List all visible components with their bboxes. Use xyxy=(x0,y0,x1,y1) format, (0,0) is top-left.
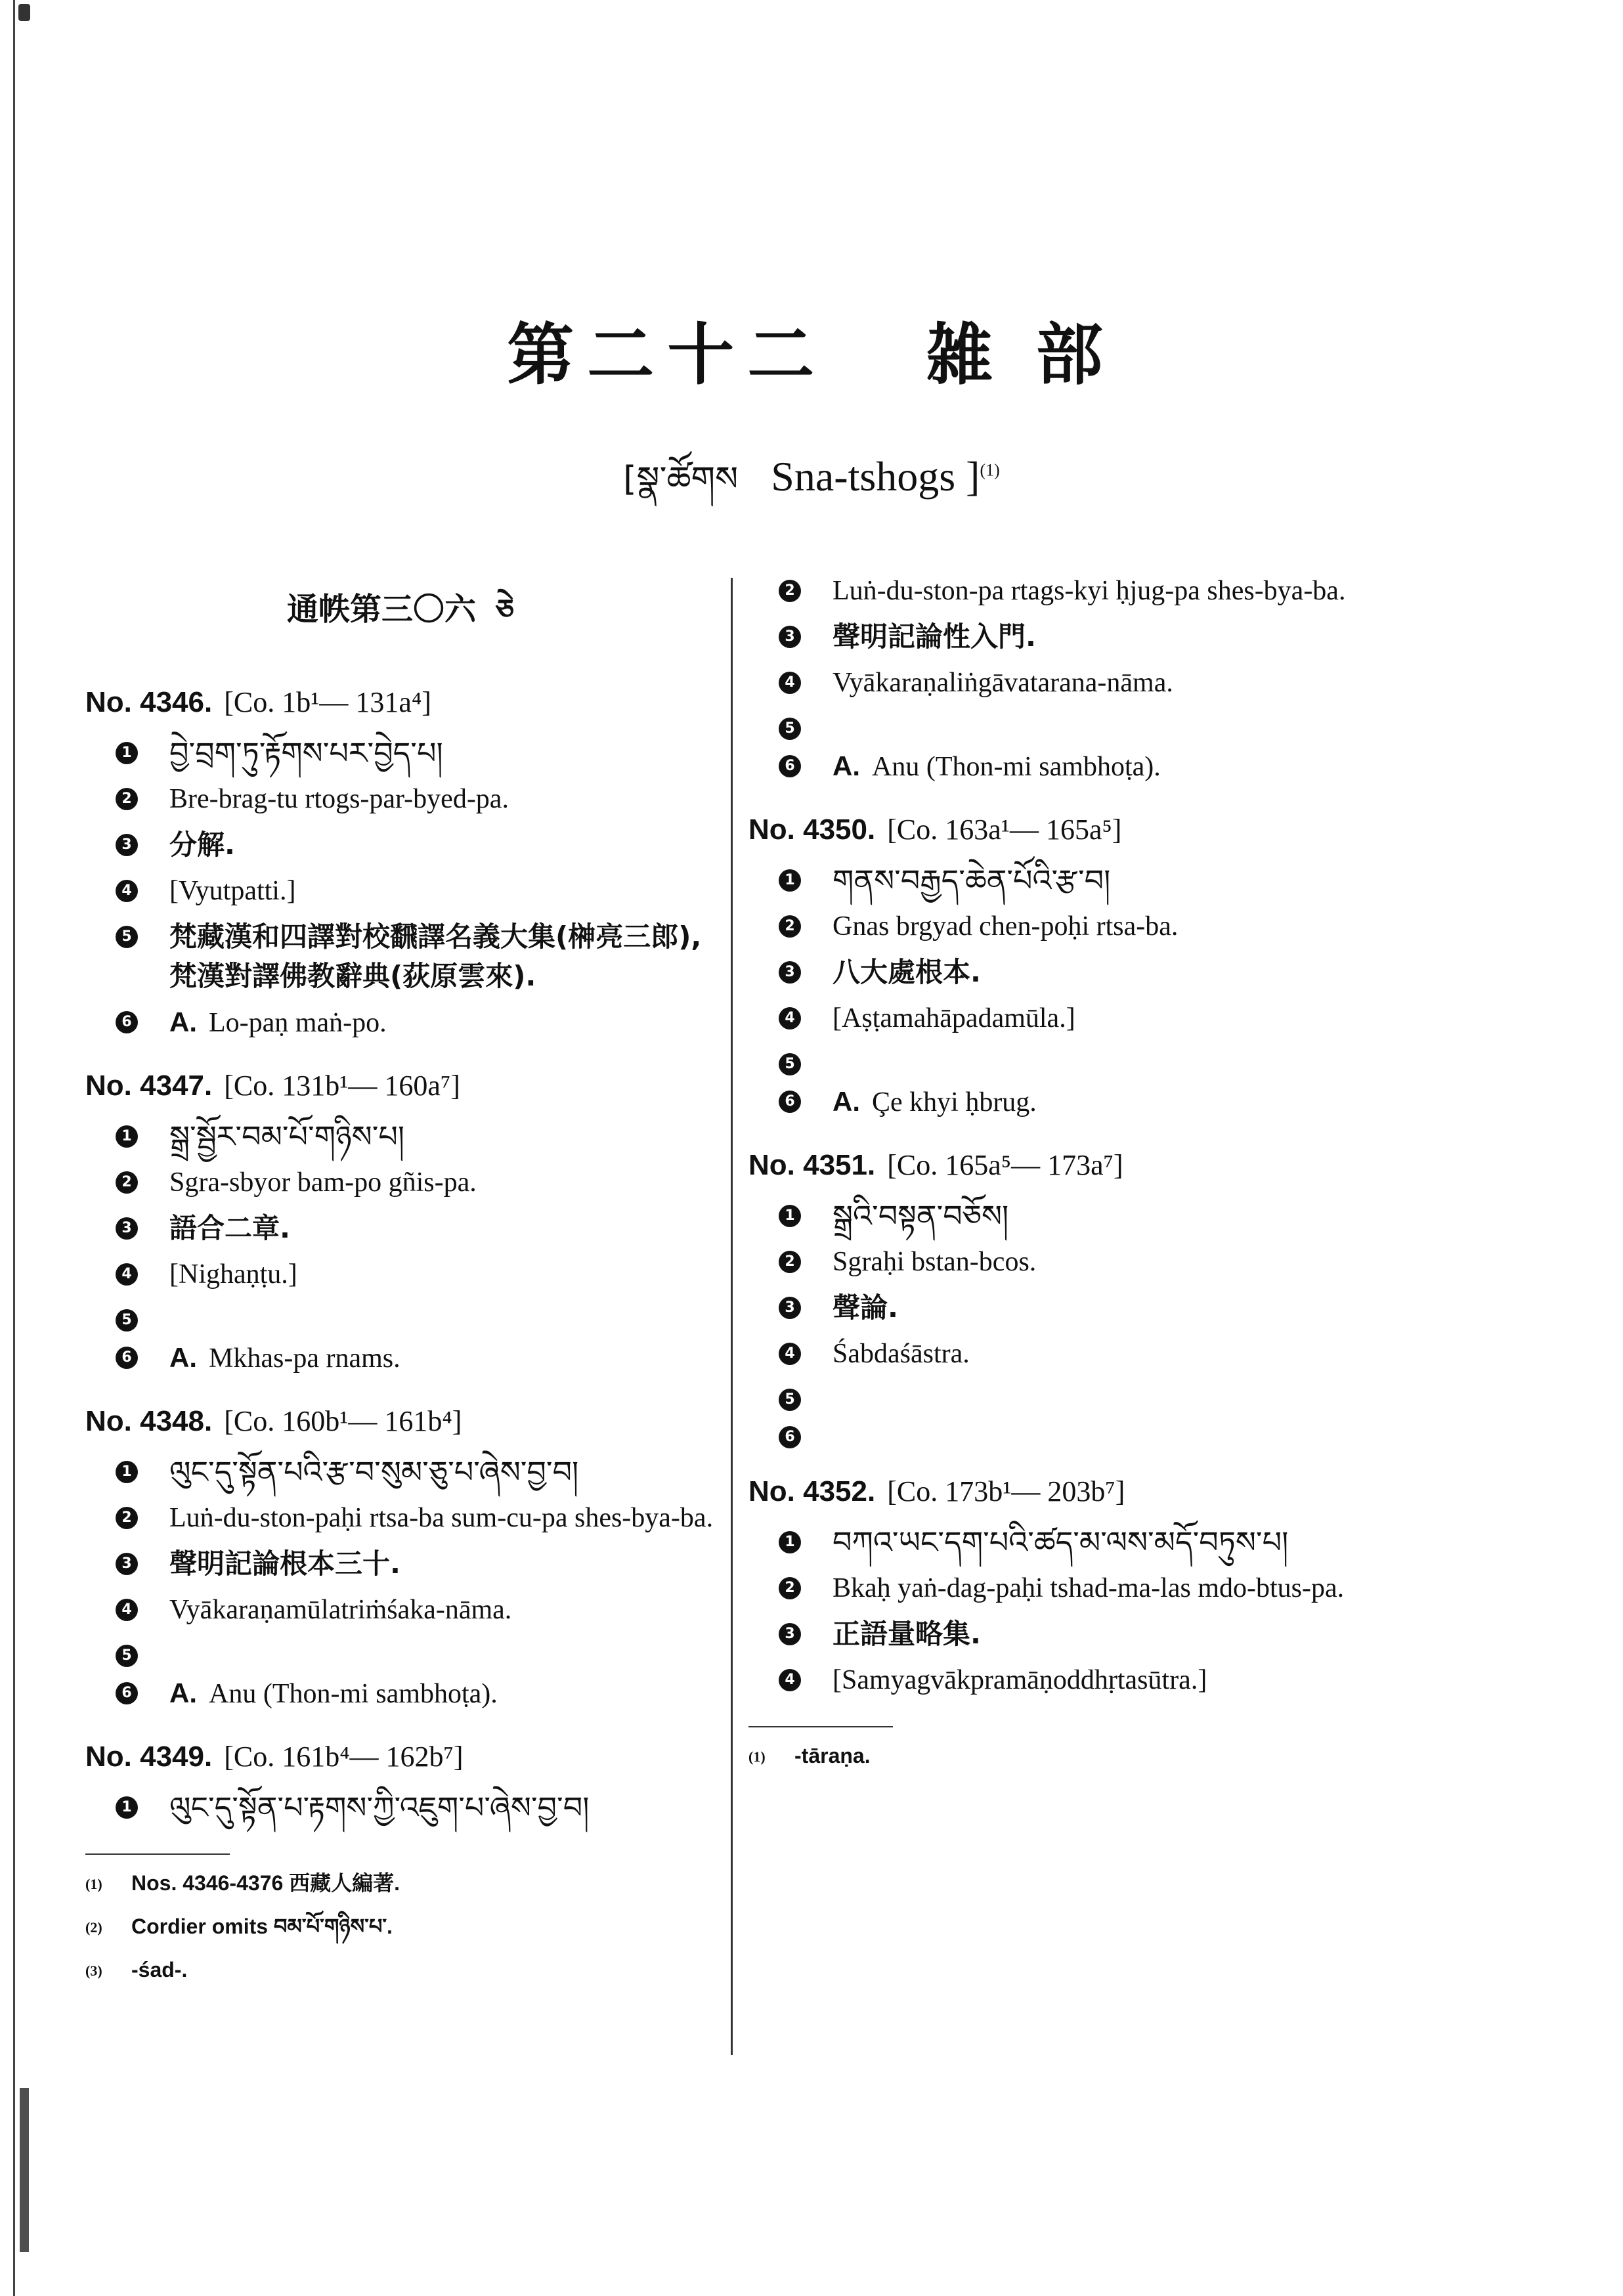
subtitle-note: (1) xyxy=(980,460,1000,480)
field-number-badge: 5 xyxy=(779,718,801,740)
entry-line xyxy=(85,1255,716,1294)
title-number: 第二十二 xyxy=(507,319,828,393)
entry-line xyxy=(748,1196,1418,1236)
section-label: 通帙第三〇六 xyxy=(287,592,477,627)
catalog-entry xyxy=(748,571,1418,787)
entry-line-text xyxy=(833,1242,1418,1282)
entry-line xyxy=(85,1452,716,1492)
entry-header xyxy=(85,685,716,719)
scan-corner-mark xyxy=(18,4,30,21)
catalog-entry xyxy=(748,1148,1418,1448)
entry-reference: [Co. 161b⁴— 162b⁷] xyxy=(224,1741,464,1773)
entry-line xyxy=(748,861,1418,900)
field-number-badge: 2 xyxy=(779,580,801,602)
entry-line xyxy=(748,1418,1418,1448)
entry-line-value: Vyākaraṇamūlatriṁśaka-nāma. xyxy=(169,1595,512,1625)
entry-line-text xyxy=(169,733,716,773)
entry-line-text xyxy=(833,1334,1418,1374)
footnote-text: Cordier omits བམ་པོ་གཉིས་པ་. xyxy=(131,1915,393,1938)
entry-header xyxy=(85,1404,716,1438)
entry-reference: [Co. 160b¹— 161b⁴] xyxy=(224,1405,462,1437)
field-number-badge: 3 xyxy=(779,961,801,984)
entry-line-text xyxy=(833,1569,1418,1608)
field-number-badge: 6 xyxy=(779,1091,801,1113)
footnote-rule xyxy=(748,1726,893,1727)
footnote-text: Nos. 4346-4376 西藏人編著. xyxy=(131,1871,400,1895)
entry-line-value: 梵藏漢和四譯對校飜譯名義大集(榊亮三郎), 梵漢對譯佛教辭典(荻原雲來). xyxy=(169,921,702,992)
entry-line-text xyxy=(169,1452,716,1492)
entry-line-value: Çe khyi ḥbrug. xyxy=(872,1087,1037,1117)
entry-line xyxy=(748,1334,1418,1374)
entry-line-text xyxy=(169,1788,716,1827)
field-number-badge: 2 xyxy=(779,1251,801,1273)
section-header xyxy=(85,578,716,659)
entry-line-value: Sgra-sbyor bam-po gñis-pa. xyxy=(169,1167,477,1198)
scan-binding-mark xyxy=(20,2088,29,2252)
field-number-badge: 3 xyxy=(116,834,138,856)
entry-reference: [Co. 173b¹— 203b⁷] xyxy=(887,1475,1125,1507)
footnote xyxy=(85,1911,716,1943)
field-number-badge: 3 xyxy=(779,1297,801,1319)
field-number-badge: 2 xyxy=(116,1171,138,1194)
section-tibetan: ཅེ xyxy=(496,594,514,627)
field-number-badge: 4 xyxy=(779,1007,801,1029)
entry-number: No. 4346. xyxy=(85,686,213,718)
catalog-entry xyxy=(85,1069,716,1378)
entry-line-text xyxy=(833,1660,1418,1700)
entry-line-value: Anu (Thon-mi sambhoṭa). xyxy=(872,752,1161,782)
field-number-badge: 1 xyxy=(116,1461,138,1483)
entry-line-text xyxy=(169,1590,716,1630)
entry-line-value: Vyākaraṇaliṅgāvatarana-nāma. xyxy=(833,668,1173,698)
entry-line xyxy=(85,1498,716,1538)
entry-line xyxy=(748,617,1418,657)
author-marker: A. xyxy=(833,750,860,781)
footnote xyxy=(85,1955,716,1986)
entry-header xyxy=(85,1740,716,1773)
entry-line xyxy=(85,1209,716,1248)
entry-line xyxy=(748,1380,1418,1411)
entry-line xyxy=(85,1788,716,1827)
entry-line-text xyxy=(169,779,716,819)
entry-reference: [Co. 165a⁵— 173a⁷] xyxy=(887,1149,1123,1181)
catalog-entry xyxy=(85,1740,716,1827)
footnote-mark: (1) xyxy=(85,1876,102,1892)
left-entries xyxy=(85,685,716,1827)
page-title xyxy=(0,302,1623,398)
entry-line-value: 聲論. xyxy=(833,1291,898,1324)
entry-number: No. 4350. xyxy=(748,813,876,846)
entry-line-text xyxy=(833,1196,1418,1236)
entry-line xyxy=(85,1163,716,1202)
field-number-badge: 3 xyxy=(779,626,801,648)
field-number-badge: 5 xyxy=(779,1053,801,1075)
entry-line-value: 聲明記論根本三十. xyxy=(169,1548,400,1580)
left-column xyxy=(85,578,716,1998)
entry-line xyxy=(748,747,1418,787)
entry-line xyxy=(85,871,716,911)
entry-line-text xyxy=(169,1003,716,1043)
entry-line-value: [Vyutpatti.] xyxy=(169,876,296,906)
footnote-rule xyxy=(85,1853,230,1855)
entry-number: No. 4348. xyxy=(85,1405,213,1437)
entry-line xyxy=(85,779,716,819)
entry-line-value: བཀའ་ཡང་དག་པའི་ཚད་མ་ལས་མདོ་བཏུས་པ། xyxy=(833,1525,1289,1560)
entry-line-value: སྒྲའི་བསྟན་བཅོས། xyxy=(833,1198,1009,1234)
entry-number: No. 4351. xyxy=(748,1149,876,1181)
entry-line-text xyxy=(833,1288,1418,1328)
entry-line xyxy=(748,1242,1418,1282)
entry-line-text xyxy=(833,571,1418,611)
entry-line-text xyxy=(833,617,1418,657)
entry-line-value: Luṅ-du-ston-pa rtags-kyi ḥjug-pa shes-bya-ba. xyxy=(833,576,1346,606)
entry-line xyxy=(85,825,716,865)
footnote-mark: (2) xyxy=(85,1919,102,1936)
entry-line-value: [Samyagvākpramāṇoddhṛtasūtra.] xyxy=(833,1665,1207,1695)
author-marker: A. xyxy=(169,1342,197,1373)
entry-line-text xyxy=(169,917,716,996)
entry-line-text xyxy=(833,1523,1418,1562)
entry-line-text xyxy=(169,1544,716,1584)
entry-line xyxy=(748,1288,1418,1328)
entry-header xyxy=(748,1148,1418,1182)
entry-line xyxy=(85,1590,716,1630)
page-subtitle xyxy=(0,441,1623,537)
entry-line-value: Bre-brag-tu rtogs-par-byed-pa. xyxy=(169,784,509,814)
field-number-badge: 6 xyxy=(779,755,801,777)
subtitle-tibetan: [སྣ་ཚོགས xyxy=(623,460,739,499)
entry-line-value: [Aṣṭamahāpadamūla.] xyxy=(833,1003,1075,1033)
entry-line-text xyxy=(833,663,1418,703)
entry-line-text xyxy=(169,1163,716,1202)
entry-header xyxy=(748,1475,1418,1508)
catalog-entry xyxy=(748,1475,1418,1700)
field-number-badge: 1 xyxy=(116,1796,138,1819)
entry-line-text xyxy=(169,1117,716,1156)
entry-line xyxy=(85,1301,716,1332)
entry-line-value: 聲明記論性入門. xyxy=(833,620,1036,653)
title-name: 雑 部 xyxy=(926,319,1116,393)
field-number-badge: 2 xyxy=(116,1507,138,1529)
entry-line-value: Gnas brgyad chen-poḥi rtsa-ba. xyxy=(833,911,1179,942)
entry-number: No. 4352. xyxy=(748,1475,876,1507)
entry-line-text xyxy=(169,1498,716,1538)
author-marker: A. xyxy=(169,1007,197,1037)
field-number-badge: 5 xyxy=(116,1645,138,1667)
field-number-badge: 4 xyxy=(116,1599,138,1621)
entry-line-text xyxy=(169,1674,716,1714)
field-number-badge: 3 xyxy=(116,1217,138,1240)
subtitle-latin: Sna-tshogs ] xyxy=(771,453,980,500)
entry-line xyxy=(85,917,716,996)
field-number-badge: 1 xyxy=(116,1125,138,1148)
footnote-mark: (1) xyxy=(748,1748,766,1765)
entry-line xyxy=(85,1003,716,1043)
entry-line-value: Mkhas-pa rnams. xyxy=(209,1343,400,1374)
field-number-badge: 4 xyxy=(779,672,801,694)
author-marker: A. xyxy=(833,1086,860,1117)
entry-line-value: Luṅ-du-ston-paḥi rtsa-ba sum-cu-pa shes-bya-ba. xyxy=(169,1503,714,1533)
entry-line xyxy=(748,1045,1418,1075)
entry-line-value: བྱེ་བྲག་ཏུ་རྟོགས་པར་བྱེད་པ། xyxy=(169,735,443,771)
entry-line xyxy=(748,953,1418,992)
entry-line xyxy=(748,1660,1418,1700)
field-number-badge: 3 xyxy=(779,1623,801,1645)
entry-line-value: 分解. xyxy=(169,829,235,861)
entry-number: No. 4347. xyxy=(85,1070,213,1102)
right-entries xyxy=(748,571,1418,1700)
field-number-badge: 2 xyxy=(779,1577,801,1599)
left-footnotes xyxy=(85,1868,716,1986)
field-number-badge: 5 xyxy=(779,1389,801,1411)
entry-line-text xyxy=(833,1614,1418,1654)
field-number-badge: 3 xyxy=(116,1553,138,1575)
entry-line-text xyxy=(833,953,1418,992)
field-number-badge: 1 xyxy=(779,869,801,892)
field-number-badge: 6 xyxy=(116,1347,138,1369)
entry-line-text xyxy=(833,861,1418,900)
entry-line xyxy=(85,1636,716,1667)
field-number-badge: 4 xyxy=(116,880,138,902)
footnote-mark: (3) xyxy=(85,1962,102,1979)
entry-number: No. 4349. xyxy=(85,1741,213,1773)
entry-line-text xyxy=(169,1209,716,1248)
catalog-entry xyxy=(85,1404,716,1714)
entry-header xyxy=(85,1069,716,1102)
field-number-badge: 6 xyxy=(779,1426,801,1448)
field-number-badge: 6 xyxy=(116,1011,138,1033)
author-marker: A. xyxy=(169,1678,197,1708)
field-number-badge: 5 xyxy=(116,926,138,948)
entry-reference: [Co. 131b¹— 160a⁷] xyxy=(224,1070,460,1102)
right-footnotes xyxy=(748,1741,1418,1772)
entry-line xyxy=(748,709,1418,740)
entry-line-text xyxy=(833,747,1418,787)
entry-line xyxy=(85,1117,716,1156)
entry-line-text xyxy=(169,1338,716,1378)
entry-line-text xyxy=(833,999,1418,1038)
entry-line-text xyxy=(833,1082,1418,1122)
footnote xyxy=(748,1741,1418,1772)
field-number-badge: 5 xyxy=(116,1309,138,1332)
entry-line-value: སྒྲ་སྦྱོར་བམ་པོ་གཉིས་པ། xyxy=(169,1119,405,1154)
entry-line xyxy=(748,999,1418,1038)
field-number-badge: 1 xyxy=(116,742,138,764)
field-number-badge: 1 xyxy=(779,1531,801,1553)
entry-line-value: Bkaḥ yaṅ-dag-paḥi tshad-ma-las mdo-btus-pa. xyxy=(833,1573,1345,1603)
entry-line xyxy=(748,1614,1418,1654)
entry-line-value: Sgraḥi bstan-bcos. xyxy=(833,1247,1037,1277)
entry-reference: [Co. 1b¹— 131a⁴] xyxy=(224,686,431,718)
field-number-badge: 4 xyxy=(779,1343,801,1365)
entry-line xyxy=(748,1569,1418,1608)
entry-line xyxy=(748,907,1418,946)
entry-line-value: 語合二章. xyxy=(169,1212,290,1244)
entry-line-value: Lo-paṇ maṅ-po. xyxy=(209,1008,387,1038)
field-number-badge: 1 xyxy=(779,1205,801,1227)
entry-line-value: 八大處根本. xyxy=(833,956,981,988)
field-number-badge: 2 xyxy=(779,915,801,938)
entry-line-text xyxy=(169,1255,716,1294)
entry-line-value: [Nighaṇṭu.] xyxy=(169,1259,297,1289)
entry-line-value: གནས་བརྒྱད་ཆེན་པོའི་རྩ་བ། xyxy=(833,863,1111,898)
entry-line-text xyxy=(169,825,716,865)
entry-line-value: 正語量略集. xyxy=(833,1618,981,1650)
entry-line-value: Anu (Thon-mi sambhoṭa). xyxy=(209,1679,498,1709)
footnote-text: -śad-. xyxy=(131,1958,188,1982)
field-number-badge: 4 xyxy=(116,1263,138,1286)
entry-line-value: ལུང་དུ་སྟོན་པ་རྟགས་ཀྱི་འཇུག་པ་ཞེས་བྱ་བ། xyxy=(169,1790,590,1825)
field-number-badge: 4 xyxy=(779,1669,801,1691)
entry-line xyxy=(85,733,716,773)
entry-line xyxy=(85,1674,716,1714)
entry-line xyxy=(748,571,1418,611)
entry-header xyxy=(748,813,1418,846)
entry-line xyxy=(748,1082,1418,1122)
entry-line xyxy=(748,663,1418,703)
entry-line-text xyxy=(169,871,716,911)
footnote-text: -tāraṇa. xyxy=(794,1744,871,1767)
entry-line xyxy=(748,1523,1418,1562)
footnote xyxy=(85,1868,716,1899)
entry-line xyxy=(85,1338,716,1378)
catalog-entry xyxy=(85,685,716,1043)
column-divider xyxy=(731,578,733,2055)
right-column xyxy=(748,578,1418,1784)
catalog-entry xyxy=(748,813,1418,1122)
entry-line-value: Śabdaśāstra. xyxy=(833,1339,970,1369)
field-number-badge: 6 xyxy=(116,1682,138,1704)
field-number-badge: 2 xyxy=(116,788,138,810)
entry-reference: [Co. 163a¹— 165a⁵] xyxy=(887,813,1122,846)
entry-line xyxy=(85,1544,716,1584)
entry-line-text xyxy=(833,907,1418,946)
entry-line-value: ལུང་དུ་སྟོན་པའི་རྩ་བ་སུམ་ཅུ་པ་ཞེས་བྱ་བ། xyxy=(169,1454,579,1490)
